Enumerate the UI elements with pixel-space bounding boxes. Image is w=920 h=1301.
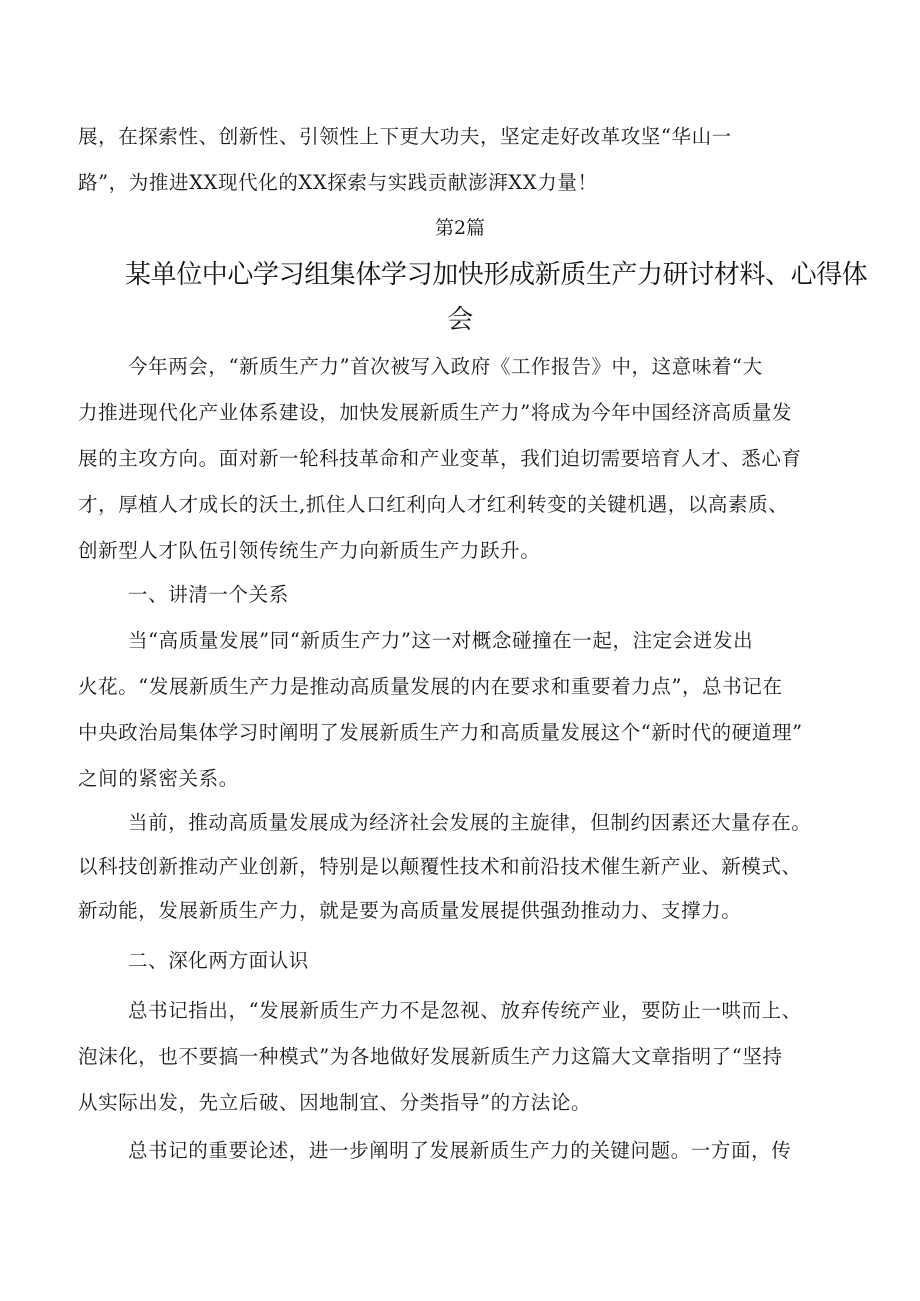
prev-text-line-1: 展，在探索性、创新性、引领性上下更大功夫，坚定走好改革攻坚“华山一 (78, 125, 732, 148)
paragraph-3-line-1: 当前，推动高质量发展成为经济社会发展的主旋律，但制约因素还大量存在。 (128, 811, 812, 834)
paragraph-1-line-2: 力推进现代化产业体系建设，加快发展新质生产力”将成为今年中国经济高质量发 (78, 401, 793, 424)
article-title-line-2: 会 (447, 305, 473, 335)
paragraph-4-line-1: 总书记指出，“发展新质生产力不是忽视、放弃传统产业，要防止一哄而上、 (128, 999, 802, 1022)
paragraph-1-line-5: 创新型人才队伍引领传统生产力向新质生产力跃升。 (78, 539, 541, 562)
paragraph-3-line-2: 以科技创新推动产业创新，特别是以颠覆性技术和前沿技术催生新产业、新模式、 (78, 855, 802, 878)
paragraph-4-line-3: 从实际出发，先立后破、因地制宜、分类指导”的方法论。 (78, 1091, 592, 1114)
article-title-line-1: 某单位中心学习组集体学习加快形成新质生产力研讨材料、心得体 (125, 260, 868, 290)
paragraph-1-line-4: 才，厚植人才成长的沃土,抓住人口红利向人才红利转变的关键机遇，以高素质、 (78, 493, 789, 516)
section-heading-2: 二、深化两方面认识 (128, 949, 309, 972)
paragraph-2-line-4: 之间的紧密关系。 (78, 767, 239, 790)
prev-text-line-2: 路”，为推进XX现代化的XX探索与实践贡献澎湃XX力量！ (78, 171, 598, 194)
paragraph-4-line-2: 泡沫化，也不要搞一种模式”为各地做好发展新质生产力这篇大文章指明了“坚持 (78, 1045, 783, 1068)
section-heading-1: 一、讲清一个关系 (128, 583, 289, 606)
paragraph-3-line-3: 新动能，发展新质生产力，就是要为高质量发展提供强劲推动力、支撑力。 (78, 899, 742, 922)
paragraph-2-line-3: 中央政治局集体学习时阐明了发展新质生产力和高质量发展这个“新时代的硬道理” (78, 721, 803, 744)
section-label: 第2篇 (434, 217, 486, 239)
paragraph-2-line-2: 火花。“发展新质生产力是推动高质量发展的内在要求和重要着力点”，总书记在 (78, 675, 783, 698)
paragraph-2-line-1: 当“高质量发展”同“新质生产力”这一对概念碰撞在一起，注定会迸发出 (128, 629, 754, 652)
paragraph-5-line-1: 总书记的重要论述，进一步阐明了发展新质生产力的关键问题。一方面，传 (128, 1139, 792, 1162)
paragraph-1-line-3: 展的主攻方向。面对新一轮科技革命和产业变革，我们迫切需要培育人才、悉心育 (78, 447, 802, 470)
paragraph-1-line-1: 今年两会，“新质生产力”首次被写入政府《工作报告》中，这意味着“大 (128, 355, 763, 378)
